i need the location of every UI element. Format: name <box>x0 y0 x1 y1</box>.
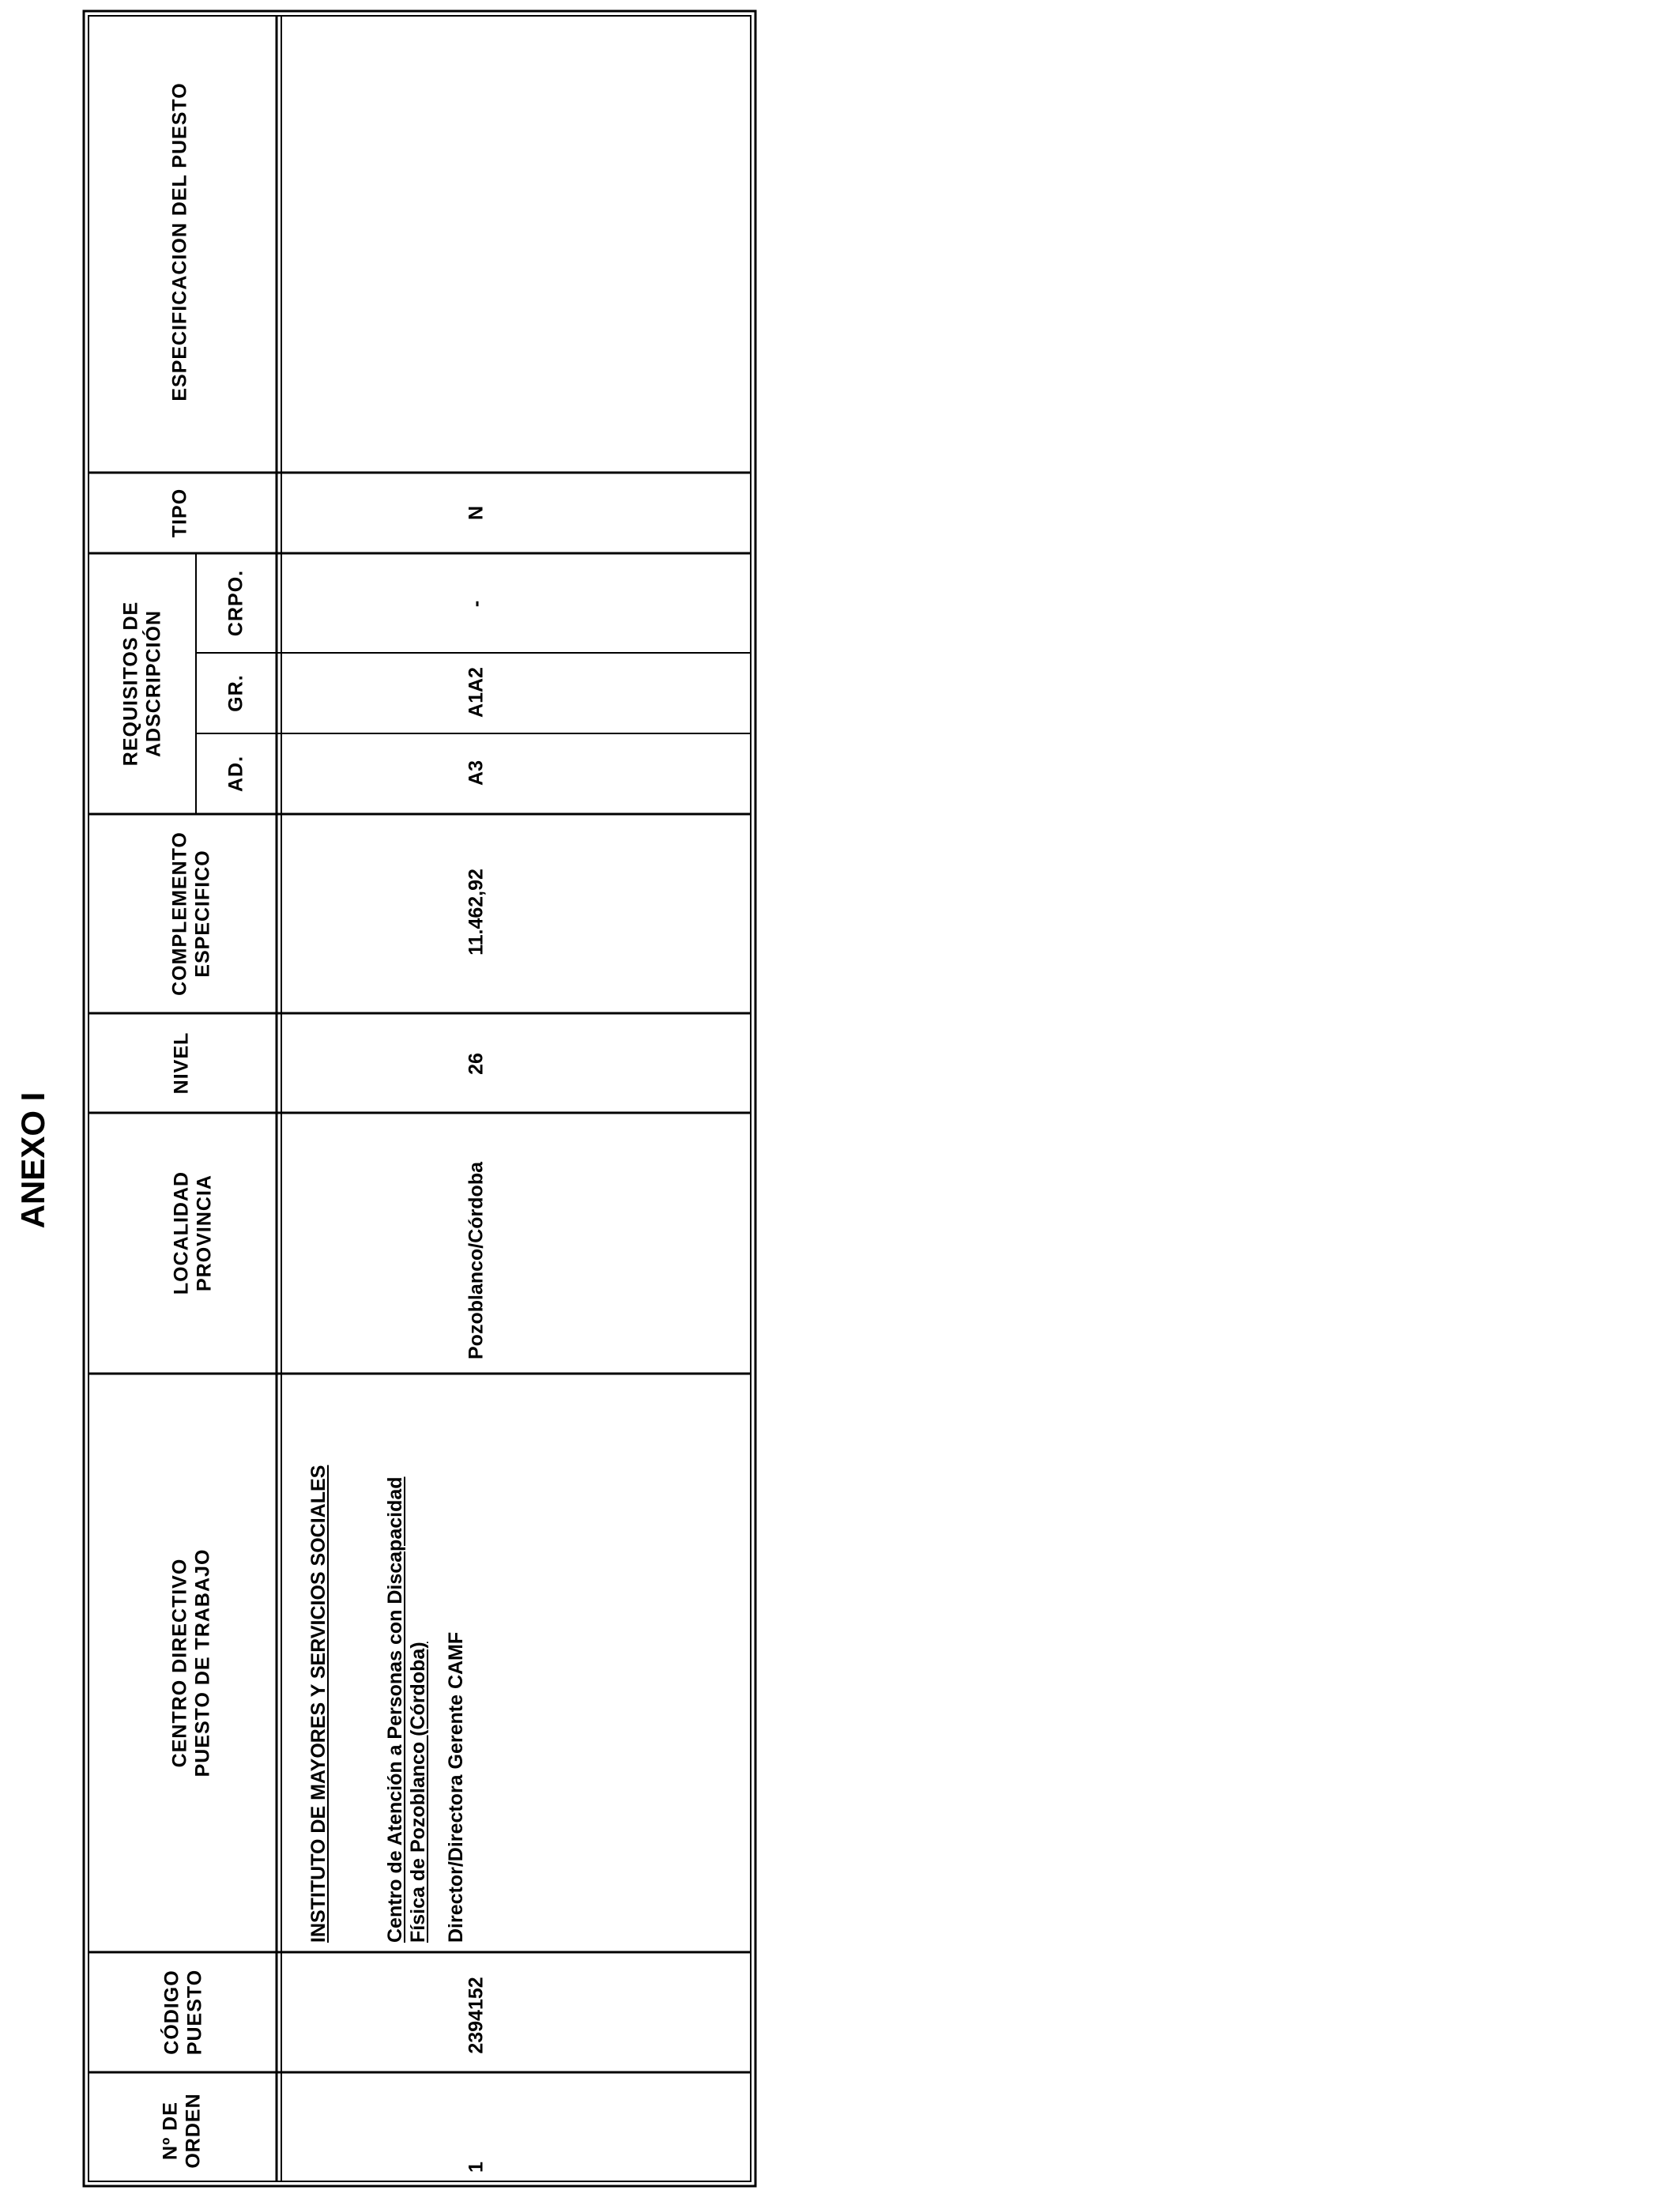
header-requisitos: REQUISITOS DE ADSCRIPCIÓN <box>119 601 164 767</box>
cell-centro-puesto <box>307 1465 468 1943</box>
cell-localidad: Pozoblanco/Córdoba <box>465 1162 488 1359</box>
instituto-heading: INSTITUTO DE MAYORES Y SERVICIOS SOCIALES <box>307 1465 330 1943</box>
cell-complemento: 11.462,92 <box>465 869 488 956</box>
cell-ad: A3 <box>465 760 488 786</box>
cell-orden: 1 <box>465 2162 488 2173</box>
cell-gr: A1A2 <box>465 667 488 718</box>
header-crpo: CRPO. <box>224 569 247 637</box>
cell-codigo: 2394152 <box>465 1977 488 2054</box>
header-codigo: CÓDIGO PUESTO <box>160 1969 205 2056</box>
cell-crpo: - <box>465 600 488 608</box>
header-orden: Nº DE ORDEN <box>159 2093 204 2169</box>
header-especificacion: ESPECIFICACION DEL PUESTO <box>168 82 191 401</box>
header-complemento: COMPLEMENTO ESPECIFICO <box>168 831 213 996</box>
header-localidad: LOCALIDAD PROVINCIA <box>170 1171 215 1295</box>
centro-line-1: Centro de Atención a Personas con Discapacidad <box>383 1476 406 1943</box>
header-centro: CENTRO DIRECTIVO PUESTO DE TRABAJO <box>168 1548 213 1777</box>
header-gr: GR. <box>224 674 247 712</box>
header-ad: AD. <box>224 755 247 793</box>
header-nivel: NIVEL <box>170 1031 193 1095</box>
header-tipo: TIPO <box>168 488 191 538</box>
puesto-name: Director/Directora Gerente CAMF <box>445 1631 468 1943</box>
centro-line-2: Física de Pozoblanco (Córdoba) <box>406 1642 429 1943</box>
page-title: ANEXO I <box>13 1091 51 1229</box>
cell-nivel: 26 <box>465 1053 488 1075</box>
cell-tipo: N <box>465 505 488 521</box>
